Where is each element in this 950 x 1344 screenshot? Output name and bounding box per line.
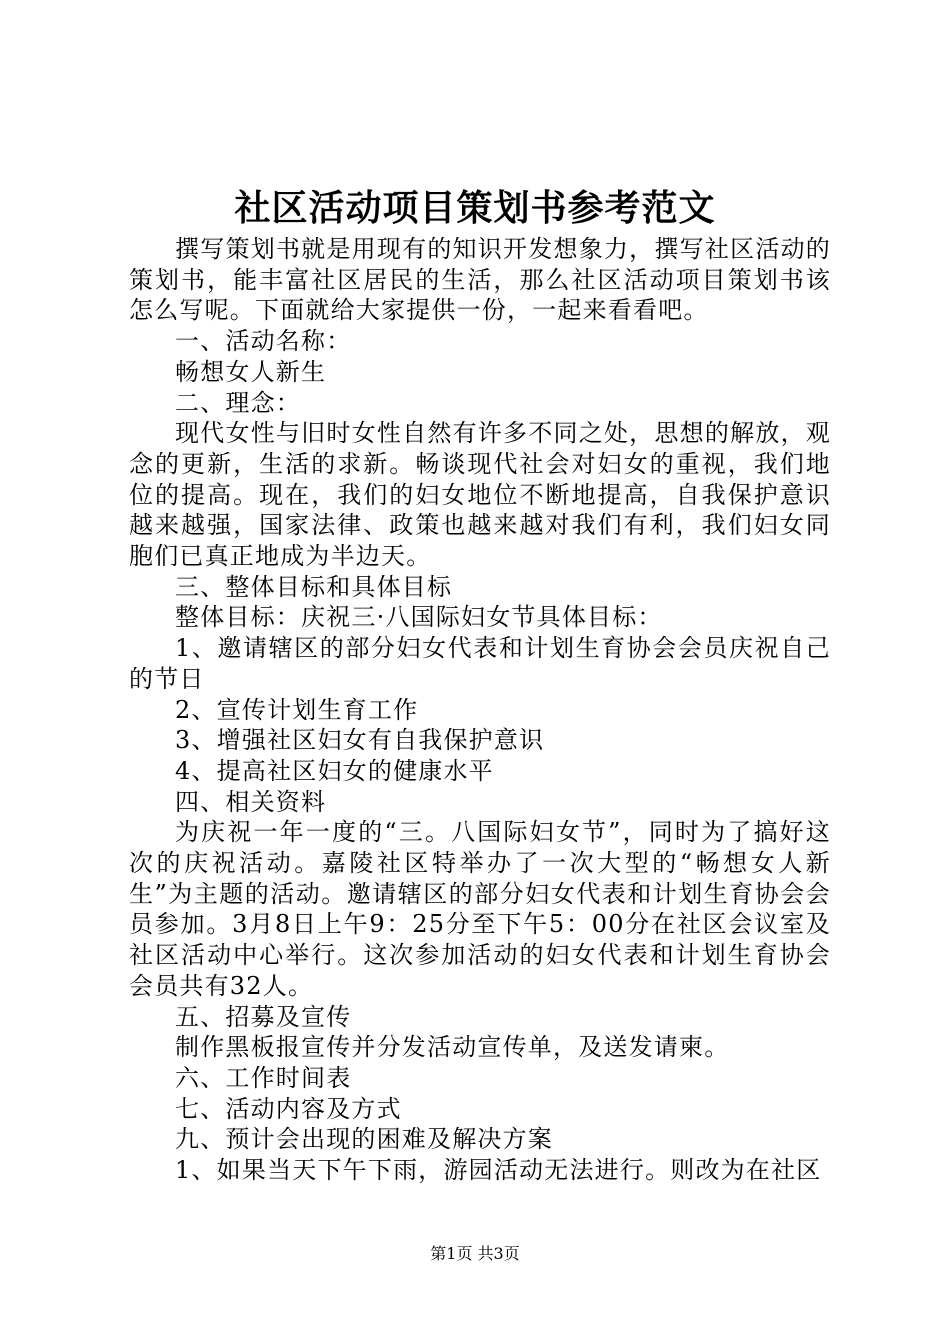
document-body bbox=[129, 234, 831, 1186]
paragraph-recruitment: 制作黑板报宣传并分发活动宣传单，及送发请柬。 bbox=[175, 1033, 730, 1062]
list-item-goal-2: 2、宣传计划生育工作 bbox=[175, 695, 419, 724]
paragraph-overall-goal: 整体目标：庆祝三·八国际妇女节具体目标： bbox=[175, 603, 663, 632]
heading-activity-name: 一、活动名称： bbox=[175, 327, 352, 356]
heading-schedule: 六、工作时间表 bbox=[175, 1063, 352, 1092]
list-item-goal-4: 4、提高社区妇女的健康水平 bbox=[175, 756, 494, 785]
paragraph-materials: 为庆祝一年一度的“三。八国际妇女节”，同时为了搞好这次的庆祝活动。嘉陵社区特举办了一次大型的“畅想女人新生”为主题的活动。邀请辖区的部分妇女代表和计划生育协会会员参加。3月8日上午9：25分至下午5：00分在社区会议室及社区活动中心举行。这次参加活动的妇女代表和计划生育协会会员共有32人。 bbox=[129, 818, 831, 1000]
heading-goals: 三、整体目标和具体目标 bbox=[175, 572, 453, 601]
heading-recruitment: 五、招募及宣传 bbox=[175, 1002, 352, 1031]
list-item-difficulty-1: 1、如果当天下午下雨，游园活动无法进行。则改为在社区 bbox=[175, 1156, 822, 1185]
heading-concept: 二、理念： bbox=[175, 388, 301, 417]
paragraph-intro: 撰写策划书就是用现有的知识开发想象力，撰写社区活动的策划书，能丰富社区居民的生活，那么社区活动项目策划书该怎么写呢。下面就给大家提供一份，一起来看看吧。 bbox=[129, 235, 831, 325]
paragraph-concept: 现代女性与旧时女性自然有许多不同之处，思想的解放，观念的更新，生活的求新。畅谈现代社会对妇女的重视，我们地位的提高。现在，我们的妇女地位不断地提高，自我保护意识越来越强，国家法律、政策也越来越对我们有利，我们妇女同胞们已真正地成为半边天。 bbox=[129, 419, 831, 571]
heading-materials: 四、相关资料 bbox=[175, 787, 327, 816]
document-title: 社区活动项目策划书参考范文 bbox=[234, 187, 716, 229]
heading-content: 七、活动内容及方式 bbox=[175, 1094, 402, 1123]
list-item-goal-1: 1、邀请辖区的部分妇女代表和计划生育协会会员庆祝自己的节日 bbox=[129, 634, 831, 693]
page-footer: 第1页 共3页 bbox=[430, 1244, 520, 1263]
heading-difficulties: 九、预计会出现的困难及解决方案 bbox=[175, 1125, 553, 1154]
list-item-goal-3: 3、增强社区妇女有自我保护意识 bbox=[175, 726, 545, 755]
paragraph-activity-name: 畅想女人新生 bbox=[175, 357, 327, 386]
